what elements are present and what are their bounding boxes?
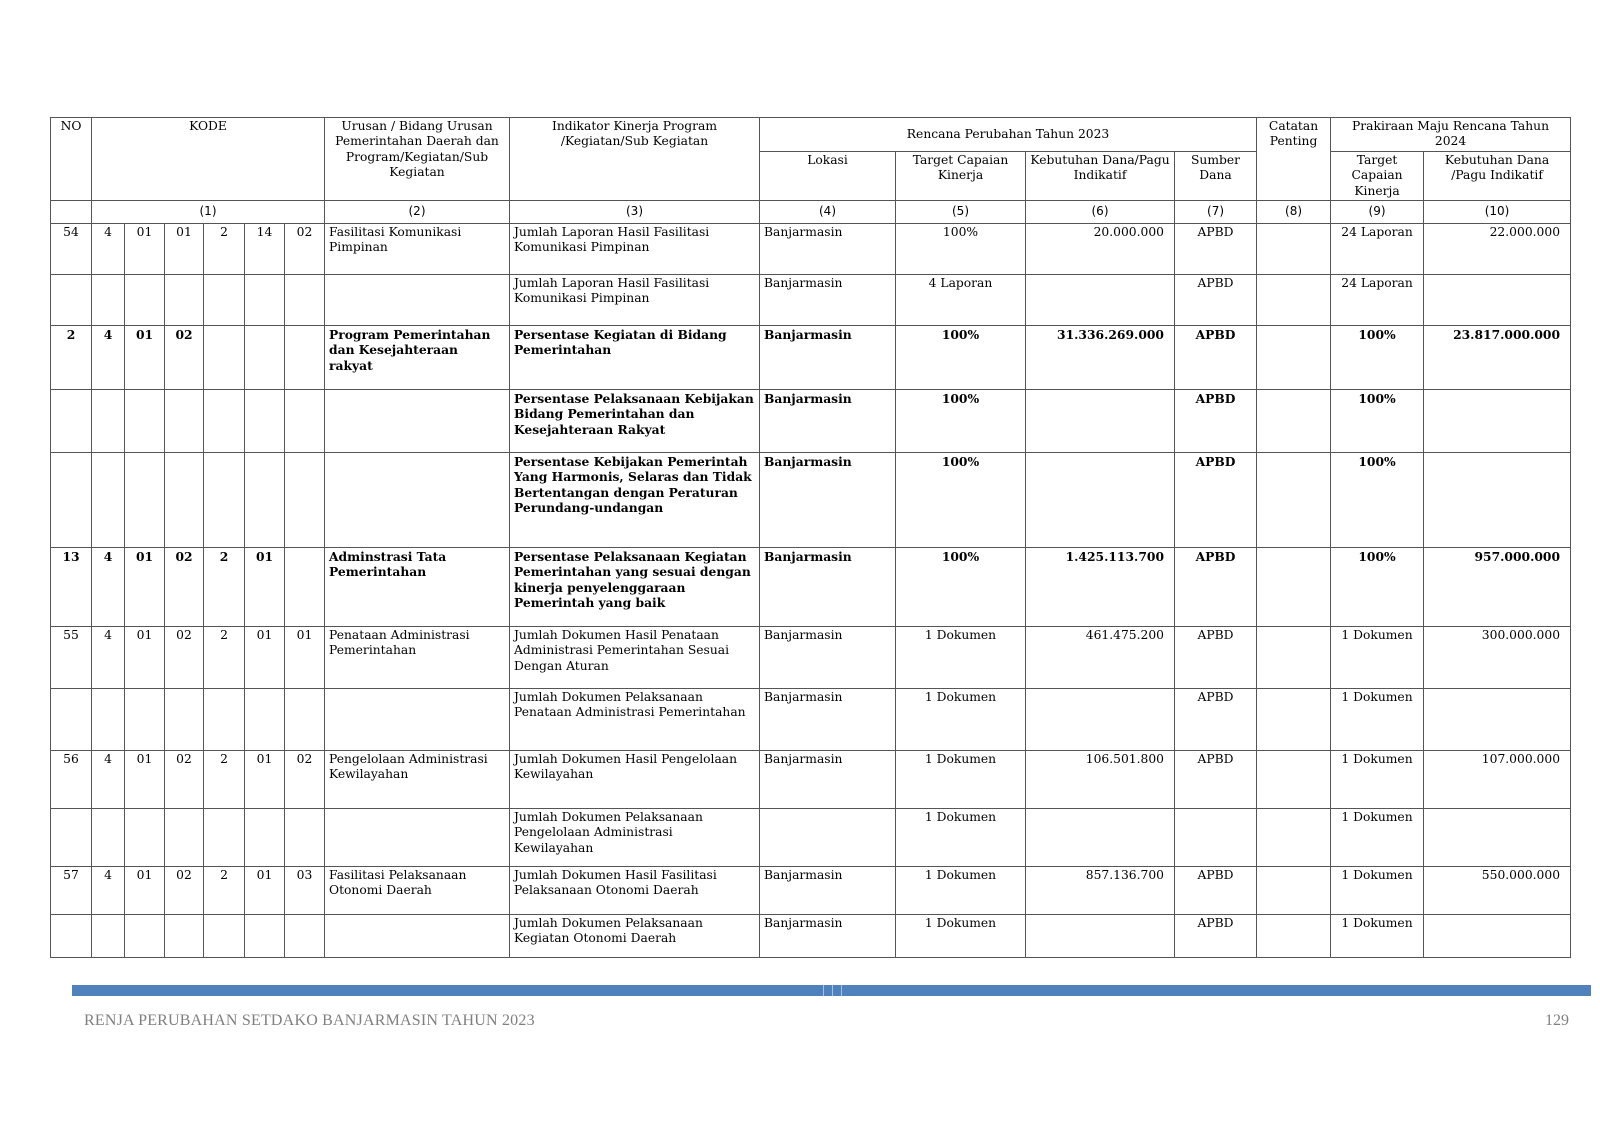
col-number-5: (5)	[896, 201, 1026, 224]
indikator-cell: Jumlah Dokumen Pelaksanaan Kegiatan Otonomi Daerah	[510, 915, 760, 958]
kode-sub-kegiatan	[285, 326, 325, 390]
target-2024-cell: 1 Dokumen	[1331, 751, 1424, 809]
row-no: 57	[51, 867, 92, 915]
dana-2024-cell	[1424, 809, 1571, 867]
kode-urusan: 4	[92, 326, 125, 390]
dana-cell	[1026, 453, 1175, 548]
target-2024-cell: 100%	[1331, 326, 1424, 390]
catatan-cell	[1257, 390, 1331, 453]
target-2024-cell: 24 Laporan	[1331, 224, 1424, 275]
kode-kegiatan-a: 2	[204, 224, 245, 275]
sumber-cell: APBD	[1175, 751, 1257, 809]
sumber-cell: APBD	[1175, 867, 1257, 915]
kode-urusan	[92, 915, 125, 958]
indikator-cell: Persentase Pelaksanaan Kebijakan Bidang Pemerintahan dan Kesejahteraan Rakyat	[510, 390, 760, 453]
dana-2024-cell	[1424, 275, 1571, 326]
col-number-8: (8)	[1257, 201, 1331, 224]
kode-urusan: 4	[92, 224, 125, 275]
kode-program: 02	[165, 751, 204, 809]
urusan-cell	[325, 809, 510, 867]
kode-urusan: 4	[92, 867, 125, 915]
table-row	[51, 627, 1571, 689]
kode-bidang	[125, 275, 165, 326]
kode-kegiatan-b	[245, 275, 285, 326]
col-number-2: (2)	[325, 201, 510, 224]
kode-bidang	[125, 390, 165, 453]
kode-kegiatan-b: 14	[245, 224, 285, 275]
lokasi-cell: Banjarmasin	[760, 224, 896, 275]
kode-kegiatan-b	[245, 453, 285, 548]
kode-kegiatan-a: 2	[204, 548, 245, 627]
target-cell: 4 Laporan	[896, 275, 1026, 326]
kode-bidang: 01	[125, 224, 165, 275]
urusan-cell: Fasilitasi Komunikasi Pimpinan	[325, 224, 510, 275]
urusan-cell: Program Pemerintahan dan Kesejahteraan rakyat	[325, 326, 510, 390]
kode-program: 02	[165, 627, 204, 689]
lokasi-cell: Banjarmasin	[760, 751, 896, 809]
table-row	[51, 867, 1571, 915]
kode-program: 02	[165, 867, 204, 915]
catatan-cell	[1257, 453, 1331, 548]
kode-kegiatan-b	[245, 326, 285, 390]
lokasi-cell: Banjarmasin	[760, 915, 896, 958]
target-cell: 1 Dokumen	[896, 751, 1026, 809]
footer-bar-divider	[823, 985, 824, 996]
table-row	[51, 390, 1571, 453]
table-row	[51, 915, 1571, 958]
kode-kegiatan-a	[204, 326, 245, 390]
target-cell: 100%	[896, 224, 1026, 275]
kode-bidang	[125, 689, 165, 751]
dana-2024-cell: 22.000.000	[1424, 224, 1571, 275]
kode-bidang: 01	[125, 867, 165, 915]
target-cell: 100%	[896, 326, 1026, 390]
sumber-cell: APBD	[1175, 326, 1257, 390]
page-number: 129	[1545, 1012, 1569, 1029]
catatan-cell	[1257, 809, 1331, 867]
col-number-7: (7)	[1175, 201, 1257, 224]
indikator-cell: Jumlah Laporan Hasil Fasilitasi Komunikasi Pimpinan	[510, 224, 760, 275]
header-no: NO	[51, 118, 92, 201]
row-no	[51, 453, 92, 548]
catatan-cell	[1257, 326, 1331, 390]
lokasi-cell: Banjarmasin	[760, 867, 896, 915]
kode-kegiatan-a	[204, 275, 245, 326]
catatan-cell	[1257, 548, 1331, 627]
kode-kegiatan-a	[204, 809, 245, 867]
row-no	[51, 390, 92, 453]
urusan-cell	[325, 689, 510, 751]
kode-kegiatan-a: 2	[204, 627, 245, 689]
kode-sub-kegiatan	[285, 915, 325, 958]
kode-program	[165, 809, 204, 867]
dana-cell: 20.000.000	[1026, 224, 1175, 275]
dana-cell	[1026, 915, 1175, 958]
dana-cell: 461.475.200	[1026, 627, 1175, 689]
kode-program: 01	[165, 224, 204, 275]
catatan-cell	[1257, 627, 1331, 689]
urusan-cell	[325, 390, 510, 453]
row-no: 56	[51, 751, 92, 809]
kode-program: 02	[165, 548, 204, 627]
table-row	[51, 326, 1571, 390]
header-prakiraan: Prakiraan Maju Rencana Tahun 2024	[1331, 118, 1571, 152]
kode-bidang	[125, 809, 165, 867]
kode-kegiatan-a: 2	[204, 751, 245, 809]
target-2024-cell: 1 Dokumen	[1331, 867, 1424, 915]
catatan-cell	[1257, 689, 1331, 751]
lokasi-cell: Banjarmasin	[760, 689, 896, 751]
indikator-cell: Jumlah Dokumen Pelaksanaan Pengelolaan Administrasi Kewilayahan	[510, 809, 760, 867]
kode-urusan	[92, 809, 125, 867]
kode-urusan	[92, 453, 125, 548]
lokasi-cell: Banjarmasin	[760, 390, 896, 453]
row-no: 55	[51, 627, 92, 689]
footer-title: RENJA PERUBAHAN SETDAKO BANJARMASIN TAHUN 2023	[84, 1012, 535, 1029]
row-no: 13	[51, 548, 92, 627]
dana-2024-cell	[1424, 453, 1571, 548]
kode-sub-kegiatan	[285, 689, 325, 751]
table-row	[51, 548, 1571, 627]
kode-sub-kegiatan	[285, 453, 325, 548]
row-no: 2	[51, 326, 92, 390]
indikator-cell: Persentase Kebijakan Pemerintah Yang Harmonis, Selaras dan Tidak Bertentangan dengan Peraturan Perundang-undangan	[510, 453, 760, 548]
dana-2024-cell	[1424, 915, 1571, 958]
kode-kegiatan-b: 01	[245, 627, 285, 689]
catatan-cell	[1257, 915, 1331, 958]
kode-sub-kegiatan	[285, 548, 325, 627]
dana-cell	[1026, 275, 1175, 326]
table-row	[51, 809, 1571, 867]
dana-cell: 857.136.700	[1026, 867, 1175, 915]
target-cell: 100%	[896, 390, 1026, 453]
dana-2024-cell	[1424, 689, 1571, 751]
urusan-cell: Adminstrasi Tata Pemerintahan	[325, 548, 510, 627]
table-row	[51, 224, 1571, 275]
catatan-cell	[1257, 224, 1331, 275]
header-lokasi: Lokasi	[760, 151, 896, 200]
kode-bidang: 01	[125, 326, 165, 390]
kode-sub-kegiatan: 03	[285, 867, 325, 915]
indikator-cell: Persentase Kegiatan di Bidang Pemerintahan	[510, 326, 760, 390]
target-2024-cell: 1 Dokumen	[1331, 689, 1424, 751]
kode-program	[165, 275, 204, 326]
target-cell: 1 Dokumen	[896, 809, 1026, 867]
header-rencana: Rencana Perubahan Tahun 2023	[760, 118, 1257, 152]
kode-urusan	[92, 275, 125, 326]
sumber-cell: APBD	[1175, 548, 1257, 627]
col-number-4: (4)	[760, 201, 896, 224]
row-no	[51, 275, 92, 326]
kode-bidang	[125, 915, 165, 958]
urusan-cell	[325, 453, 510, 548]
dana-2024-cell: 23.817.000.000	[1424, 326, 1571, 390]
kode-kegiatan-b: 01	[245, 751, 285, 809]
lokasi-cell: Banjarmasin	[760, 453, 896, 548]
dana-2024-cell: 550.000.000	[1424, 867, 1571, 915]
sumber-cell: APBD	[1175, 453, 1257, 548]
kode-bidang	[125, 453, 165, 548]
target-cell: 100%	[896, 548, 1026, 627]
header-kode: KODE	[92, 118, 325, 201]
kode-kegiatan-a	[204, 390, 245, 453]
dana-cell: 31.336.269.000	[1026, 326, 1175, 390]
target-cell: 1 Dokumen	[896, 689, 1026, 751]
kode-kegiatan-a	[204, 453, 245, 548]
target-2024-cell: 100%	[1331, 390, 1424, 453]
kode-program: 02	[165, 326, 204, 390]
col-number-1: (1)	[92, 201, 325, 224]
dana-2024-cell: 300.000.000	[1424, 627, 1571, 689]
indikator-cell: Jumlah Dokumen Hasil Penataan Administrasi Pemerintahan Sesuai Dengan Aturan	[510, 627, 760, 689]
dana-2024-cell: 107.000.000	[1424, 751, 1571, 809]
target-2024-cell: 24 Laporan	[1331, 275, 1424, 326]
col-number-blank	[51, 201, 92, 224]
kode-sub-kegiatan: 01	[285, 627, 325, 689]
lokasi-cell: Banjarmasin	[760, 627, 896, 689]
header-kebutuhan: Kebutuhan Dana/Pagu Indikatif	[1026, 151, 1175, 200]
lokasi-cell	[760, 809, 896, 867]
kode-bidang: 01	[125, 548, 165, 627]
header-sumber: Sumber Dana	[1175, 151, 1257, 200]
row-no: 54	[51, 224, 92, 275]
kode-program	[165, 390, 204, 453]
kode-urusan: 4	[92, 751, 125, 809]
kode-program	[165, 915, 204, 958]
footer-bar	[72, 985, 1591, 996]
footer-bar-divider	[841, 985, 842, 996]
lokasi-cell: Banjarmasin	[760, 548, 896, 627]
kode-kegiatan-a	[204, 689, 245, 751]
kode-kegiatan-a	[204, 915, 245, 958]
indikator-cell: Persentase Pelaksanaan Kegiatan Pemerintahan yang sesuai dengan kinerja penyelenggaraan Pemerintah yang baik	[510, 548, 760, 627]
col-number-9: (9)	[1331, 201, 1424, 224]
target-cell: 100%	[896, 453, 1026, 548]
column-number-row	[51, 201, 1571, 224]
dana-cell	[1026, 390, 1175, 453]
lokasi-cell: Banjarmasin	[760, 326, 896, 390]
col-number-3: (3)	[510, 201, 760, 224]
dana-cell: 106.501.800	[1026, 751, 1175, 809]
sumber-cell: APBD	[1175, 275, 1257, 326]
table-header	[51, 118, 1571, 224]
header-catatan: Catatan Penting	[1257, 118, 1331, 201]
dana-cell	[1026, 689, 1175, 751]
table-row	[51, 453, 1571, 548]
header-target: Target Capaian Kinerja	[896, 151, 1026, 200]
header-indikator: Indikator Kinerja Program /Kegiatan/Sub Kegiatan	[510, 118, 760, 201]
col-number-6: (6)	[1026, 201, 1175, 224]
header-target-2024: Target Capaian Kinerja	[1331, 151, 1424, 200]
target-2024-cell: 100%	[1331, 453, 1424, 548]
row-no	[51, 689, 92, 751]
kode-kegiatan-a: 2	[204, 867, 245, 915]
kode-program	[165, 453, 204, 548]
sumber-cell: APBD	[1175, 689, 1257, 751]
target-cell: 1 Dokumen	[896, 915, 1026, 958]
urusan-cell: Penataan Administrasi Pemerintahan	[325, 627, 510, 689]
kode-urusan: 4	[92, 548, 125, 627]
dana-cell: 1.425.113.700	[1026, 548, 1175, 627]
kode-kegiatan-b	[245, 809, 285, 867]
kode-urusan: 4	[92, 627, 125, 689]
kode-program	[165, 689, 204, 751]
urusan-cell: Pengelolaan Administrasi Kewilayahan	[325, 751, 510, 809]
sumber-cell: APBD	[1175, 915, 1257, 958]
indikator-cell: Jumlah Dokumen Hasil Pengelolaan Kewilayahan	[510, 751, 760, 809]
row-no	[51, 809, 92, 867]
table-row	[51, 275, 1571, 326]
header-urusan: Urusan / Bidang Urusan Pemerintahan Daerah dan Program/Kegiatan/Sub Kegiatan	[325, 118, 510, 201]
catatan-cell	[1257, 751, 1331, 809]
indikator-cell: Jumlah Laporan Hasil Fasilitasi Komunikasi Pimpinan	[510, 275, 760, 326]
kode-kegiatan-b	[245, 915, 285, 958]
urusan-cell	[325, 275, 510, 326]
target-2024-cell: 1 Dokumen	[1331, 627, 1424, 689]
header-kebutuhan-2024: Kebutuhan Dana /Pagu Indikatif	[1424, 151, 1571, 200]
target-2024-cell: 1 Dokumen	[1331, 915, 1424, 958]
dana-2024-cell: 957.000.000	[1424, 548, 1571, 627]
sumber-cell: APBD	[1175, 390, 1257, 453]
catatan-cell	[1257, 275, 1331, 326]
kode-bidang: 01	[125, 627, 165, 689]
table-row	[51, 751, 1571, 809]
target-2024-cell: 100%	[1331, 548, 1424, 627]
row-no	[51, 915, 92, 958]
lokasi-cell: Banjarmasin	[760, 275, 896, 326]
kode-sub-kegiatan: 02	[285, 751, 325, 809]
target-cell: 1 Dokumen	[896, 627, 1026, 689]
indikator-cell: Jumlah Dokumen Hasil Fasilitasi Pelaksanaan Otonomi Daerah	[510, 867, 760, 915]
indikator-cell: Jumlah Dokumen Pelaksanaan Penataan Administrasi Pemerintahan	[510, 689, 760, 751]
urusan-cell: Fasilitasi Pelaksanaan Otonomi Daerah	[325, 867, 510, 915]
sumber-cell: APBD	[1175, 224, 1257, 275]
kode-kegiatan-b: 01	[245, 867, 285, 915]
kode-sub-kegiatan: 02	[285, 224, 325, 275]
sumber-cell	[1175, 809, 1257, 867]
kode-kegiatan-b: 01	[245, 548, 285, 627]
col-number-10: (10)	[1424, 201, 1571, 224]
target-2024-cell: 1 Dokumen	[1331, 809, 1424, 867]
kode-kegiatan-b	[245, 390, 285, 453]
urusan-cell	[325, 915, 510, 958]
table-row	[51, 689, 1571, 751]
kode-sub-kegiatan	[285, 275, 325, 326]
dana-2024-cell	[1424, 390, 1571, 453]
sumber-cell: APBD	[1175, 627, 1257, 689]
kode-kegiatan-b	[245, 689, 285, 751]
table-body	[51, 224, 1571, 958]
renja-table	[50, 117, 1571, 958]
kode-urusan	[92, 390, 125, 453]
kode-sub-kegiatan	[285, 809, 325, 867]
kode-sub-kegiatan	[285, 390, 325, 453]
dana-cell	[1026, 809, 1175, 867]
catatan-cell	[1257, 867, 1331, 915]
kode-urusan	[92, 689, 125, 751]
footer-bar-divider	[832, 985, 833, 996]
target-cell: 1 Dokumen	[896, 867, 1026, 915]
kode-bidang: 01	[125, 751, 165, 809]
